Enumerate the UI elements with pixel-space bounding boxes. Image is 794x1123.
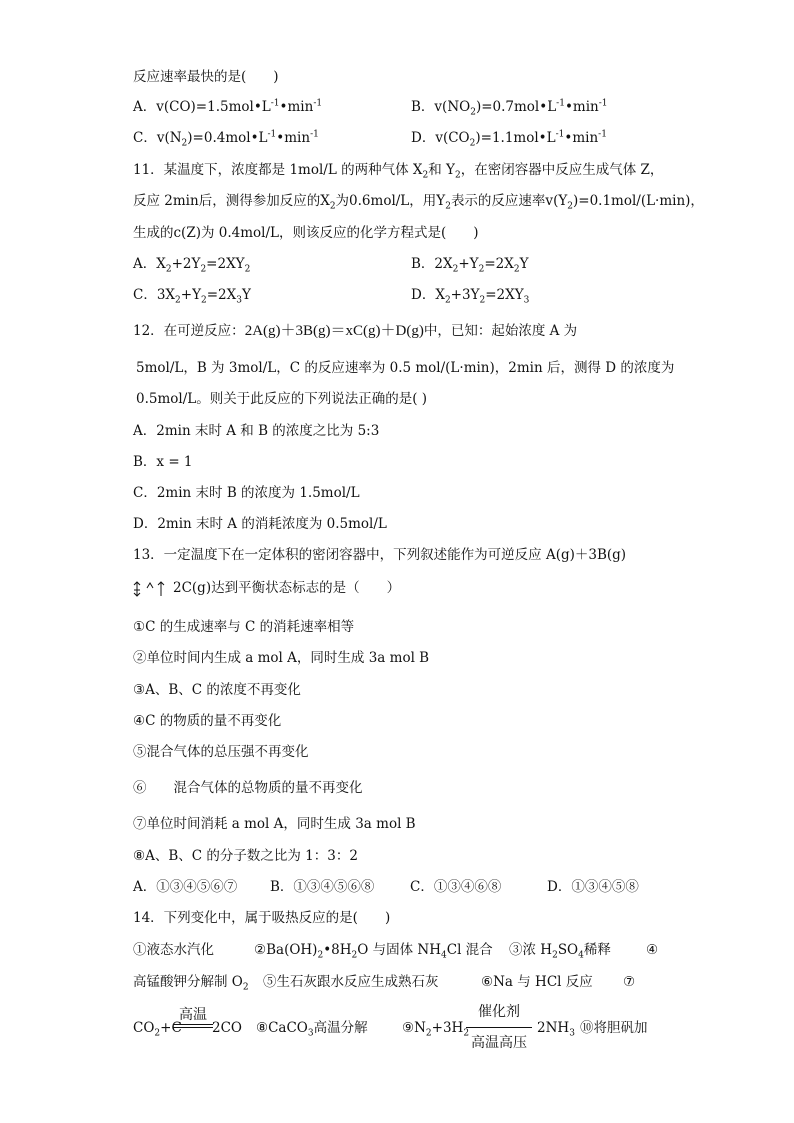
q11-option-c: C．$3X_2+Y_2=2X_3Y$ xyxy=(133,287,251,306)
q14-item-10: ⑩将胆矾加 xyxy=(580,1020,648,1036)
q14-stem: 14．下列变化中，属于吸热反应的是( ) xyxy=(133,910,391,926)
q14-item-4-text: 高锰酸钾分解制 $O_2$ xyxy=(133,974,249,993)
q12-option-c: C．2min 末时 B 的浓度为 1.5mol/L xyxy=(133,485,360,501)
q13-option-a: A．①③④⑤⑥⑦ xyxy=(133,879,238,895)
q11-stem-line1: 11．某温度下，浓度都是 1mol/L 的两种气体 $X_2$和 $Y_2$，在密闭容器中反应生成气体 Z， xyxy=(133,162,664,181)
q14-item-7-rhs: 2CO xyxy=(212,1020,242,1036)
q13-item-8: ⑧A、B、C 的分子数之比为 1：3：2 xyxy=(133,848,358,864)
q14-condition-catalyst: 催化剂 高温高压 xyxy=(466,1001,532,1052)
q12-equation: 2A(g)＋3B(g)＝xC(g)＋D(g) xyxy=(244,323,424,339)
q13-item-2: ②单位时间内生成 a mol A，同时生成 3a mol B xyxy=(133,650,430,666)
q10-option-a: A．$v(CO)=1.5mol•L^{-1}•\min^{-1}$ xyxy=(133,98,323,115)
q11-option-d: D．$X_2+3Y_2=2XY_3$ xyxy=(411,287,530,306)
q12-option-d: D．2min 末时 A 的消耗浓度为 0.5mol/L xyxy=(133,516,387,532)
q14-condition-high-temp: 高温 xyxy=(173,1004,213,1028)
q13-stem-line1: 13．一定温度下在一定体积的密闭容器中，下列叙述能作为可逆反应 A(g)＋3B(g) xyxy=(133,547,627,563)
q13-item-3: ③A、B、C 的浓度不再变化 xyxy=(133,682,301,698)
q11-option-a: A．$X_2+2Y_2=2XY_2$ xyxy=(133,256,251,275)
q13-item-1: ①C 的生成速率与 C 的消耗速率相等 xyxy=(133,619,355,635)
q14-item-9-lhs: $⑨N_2+3H_2$ xyxy=(402,1020,470,1039)
q14-item-3: ③浓 $H_2SO_4$稀释 xyxy=(509,942,611,961)
q14-item-9-rhs: $2NH_3$ xyxy=(537,1020,575,1039)
q13-item-6: ⑥ 混合气体的总物质的量不再变化 xyxy=(133,780,363,796)
q13-item-4: ④C 的物质的量不再变化 xyxy=(133,713,282,729)
q11-stem-line3: 生成的c(Z)为 0.4mol/L，则该反应的化学方程式是( ) xyxy=(133,225,479,241)
q10-option-c: C．$v(N_2)=0.4mol•L^{-1}•\min^{-1}$ xyxy=(133,129,319,149)
q14-item-4-marker: ④ xyxy=(646,942,659,958)
q13-item-5: ⑤混合气体的总压强不再变化 xyxy=(133,744,309,760)
q12-option-b: B．x = 1 xyxy=(133,454,193,470)
q14-item-7-lhs: $CO_2+C$ xyxy=(133,1020,182,1039)
q13-option-b: B．①③④⑤⑥⑧ xyxy=(270,879,375,895)
q12-stem-line2: 5mol/L，B 为 3mol/L，C 的反应速率为 0.5 mol/(L·min)，2min 后，测得 D 的浓度为 xyxy=(136,360,675,376)
q12-stem-line1: 12．在可逆反应：2A(g)＋3B(g)＝xC(g)＋D(g)中，已知：起始浓度 A 为 xyxy=(133,323,578,339)
reversible-arrow-icon xyxy=(133,580,169,598)
q14-item-5: ⑤生石灰跟水反应生成熟石灰 xyxy=(263,974,439,990)
q14-item-6: ⑥Na 与 HCl 反应 xyxy=(481,974,593,990)
q13-option-c: C．①③④⑥⑧ xyxy=(410,879,502,895)
q10-stem-tail: 反应速率最快的是( ) xyxy=(133,69,279,85)
q14-item-2: $②Ba(OH)_2•8H_2O$ 与固体 $NH_4Cl$ 混合 xyxy=(254,942,493,961)
q14-item-7-marker: ⑦ xyxy=(623,974,636,990)
q13-item-7: ⑦单位时间消耗 a mol A，同时生成 3a mol B xyxy=(133,816,416,832)
q13-stem-line2: 2C(g)达到平衡状态标志的是（ ） xyxy=(133,579,400,598)
q11-stem-line2: 反应 2min后，测得参加反应的$X_2$为0.6mol/L，用$Y_2$表示的反应速率$v(Y_2)=0.1mol/(L\cdot\min)$， xyxy=(133,193,704,212)
q10-option-b: B．$v(NO_2)=0.7mol•L^{-1}•\min^{-1}$ xyxy=(411,98,608,118)
q10-option-d: D．$v(CO_2)=1.1mol•L^{-1}•\min^{-1}$ xyxy=(411,129,607,149)
q13-option-d: D．①③④⑤⑧ xyxy=(547,879,639,895)
q14-item-8: ⑧CaCO$_3$高温分解 xyxy=(256,1020,368,1039)
q12-stem-line3: 0.5mol/L。则关于此反应的下列说法正确的是( ) xyxy=(136,391,428,407)
q11-option-b: B．$2X_2+Y_2=2X_2Y$ xyxy=(411,256,529,275)
q12-option-a: A．2min 末时 A 和 B 的浓度之比为 5:3 xyxy=(133,423,380,439)
q14-item-1: ①液态水汽化 xyxy=(133,942,214,958)
